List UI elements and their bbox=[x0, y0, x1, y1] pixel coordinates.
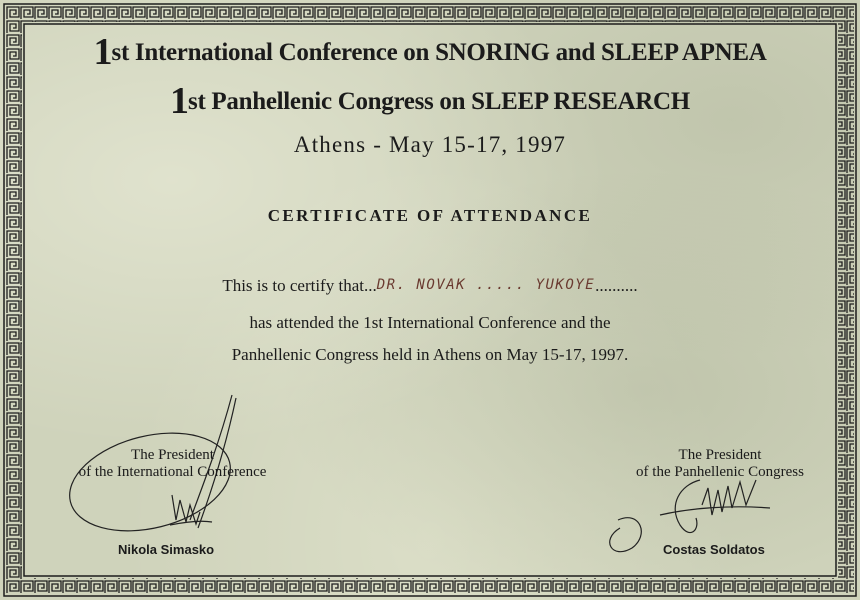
conference-title-ordinal: 1 bbox=[93, 31, 112, 73]
left-title-line2: of the International Conference bbox=[78, 464, 267, 480]
certify-line bbox=[0, 276, 860, 296]
congress-title bbox=[0, 79, 860, 123]
recipient-name: DR. NOVAK ..... YUKOYE bbox=[376, 277, 596, 293]
certificate-heading: CERTIFICATE OF ATTENDANCE bbox=[267, 206, 593, 225]
right-signatory-name: Costas Soldatos bbox=[663, 542, 765, 557]
body-line-2: has attended the 1st International Conference and the bbox=[249, 313, 611, 332]
body-line-3: Panhellenic Congress held in Athens on May 15-17, 1997. bbox=[231, 345, 629, 364]
right-signatory-title bbox=[600, 447, 840, 481]
left-signatory-name: Nikola Simasko bbox=[118, 542, 215, 557]
left-signatory-title bbox=[40, 447, 305, 481]
congress-title-ordinal: 1 bbox=[170, 80, 189, 122]
right-title-line1: The President bbox=[678, 447, 762, 463]
certify-prefix: This is to certify that bbox=[222, 276, 364, 295]
location-dates: Athens - May 15-17, 1997 bbox=[293, 132, 567, 157]
certify-dots-lead: ... bbox=[363, 276, 377, 295]
left-title-line1: The President bbox=[131, 447, 214, 463]
congress-title-text: st Panhellenic Congress on SLEEP RESEARCH bbox=[188, 88, 690, 115]
conference-title bbox=[0, 30, 860, 74]
right-title-line2: of the Panhellenic Congress bbox=[636, 464, 804, 480]
certify-dots-trail: .......... bbox=[595, 276, 638, 295]
conference-title-text: st International Conference on SNORING and SLEEP APNEA bbox=[111, 39, 767, 66]
